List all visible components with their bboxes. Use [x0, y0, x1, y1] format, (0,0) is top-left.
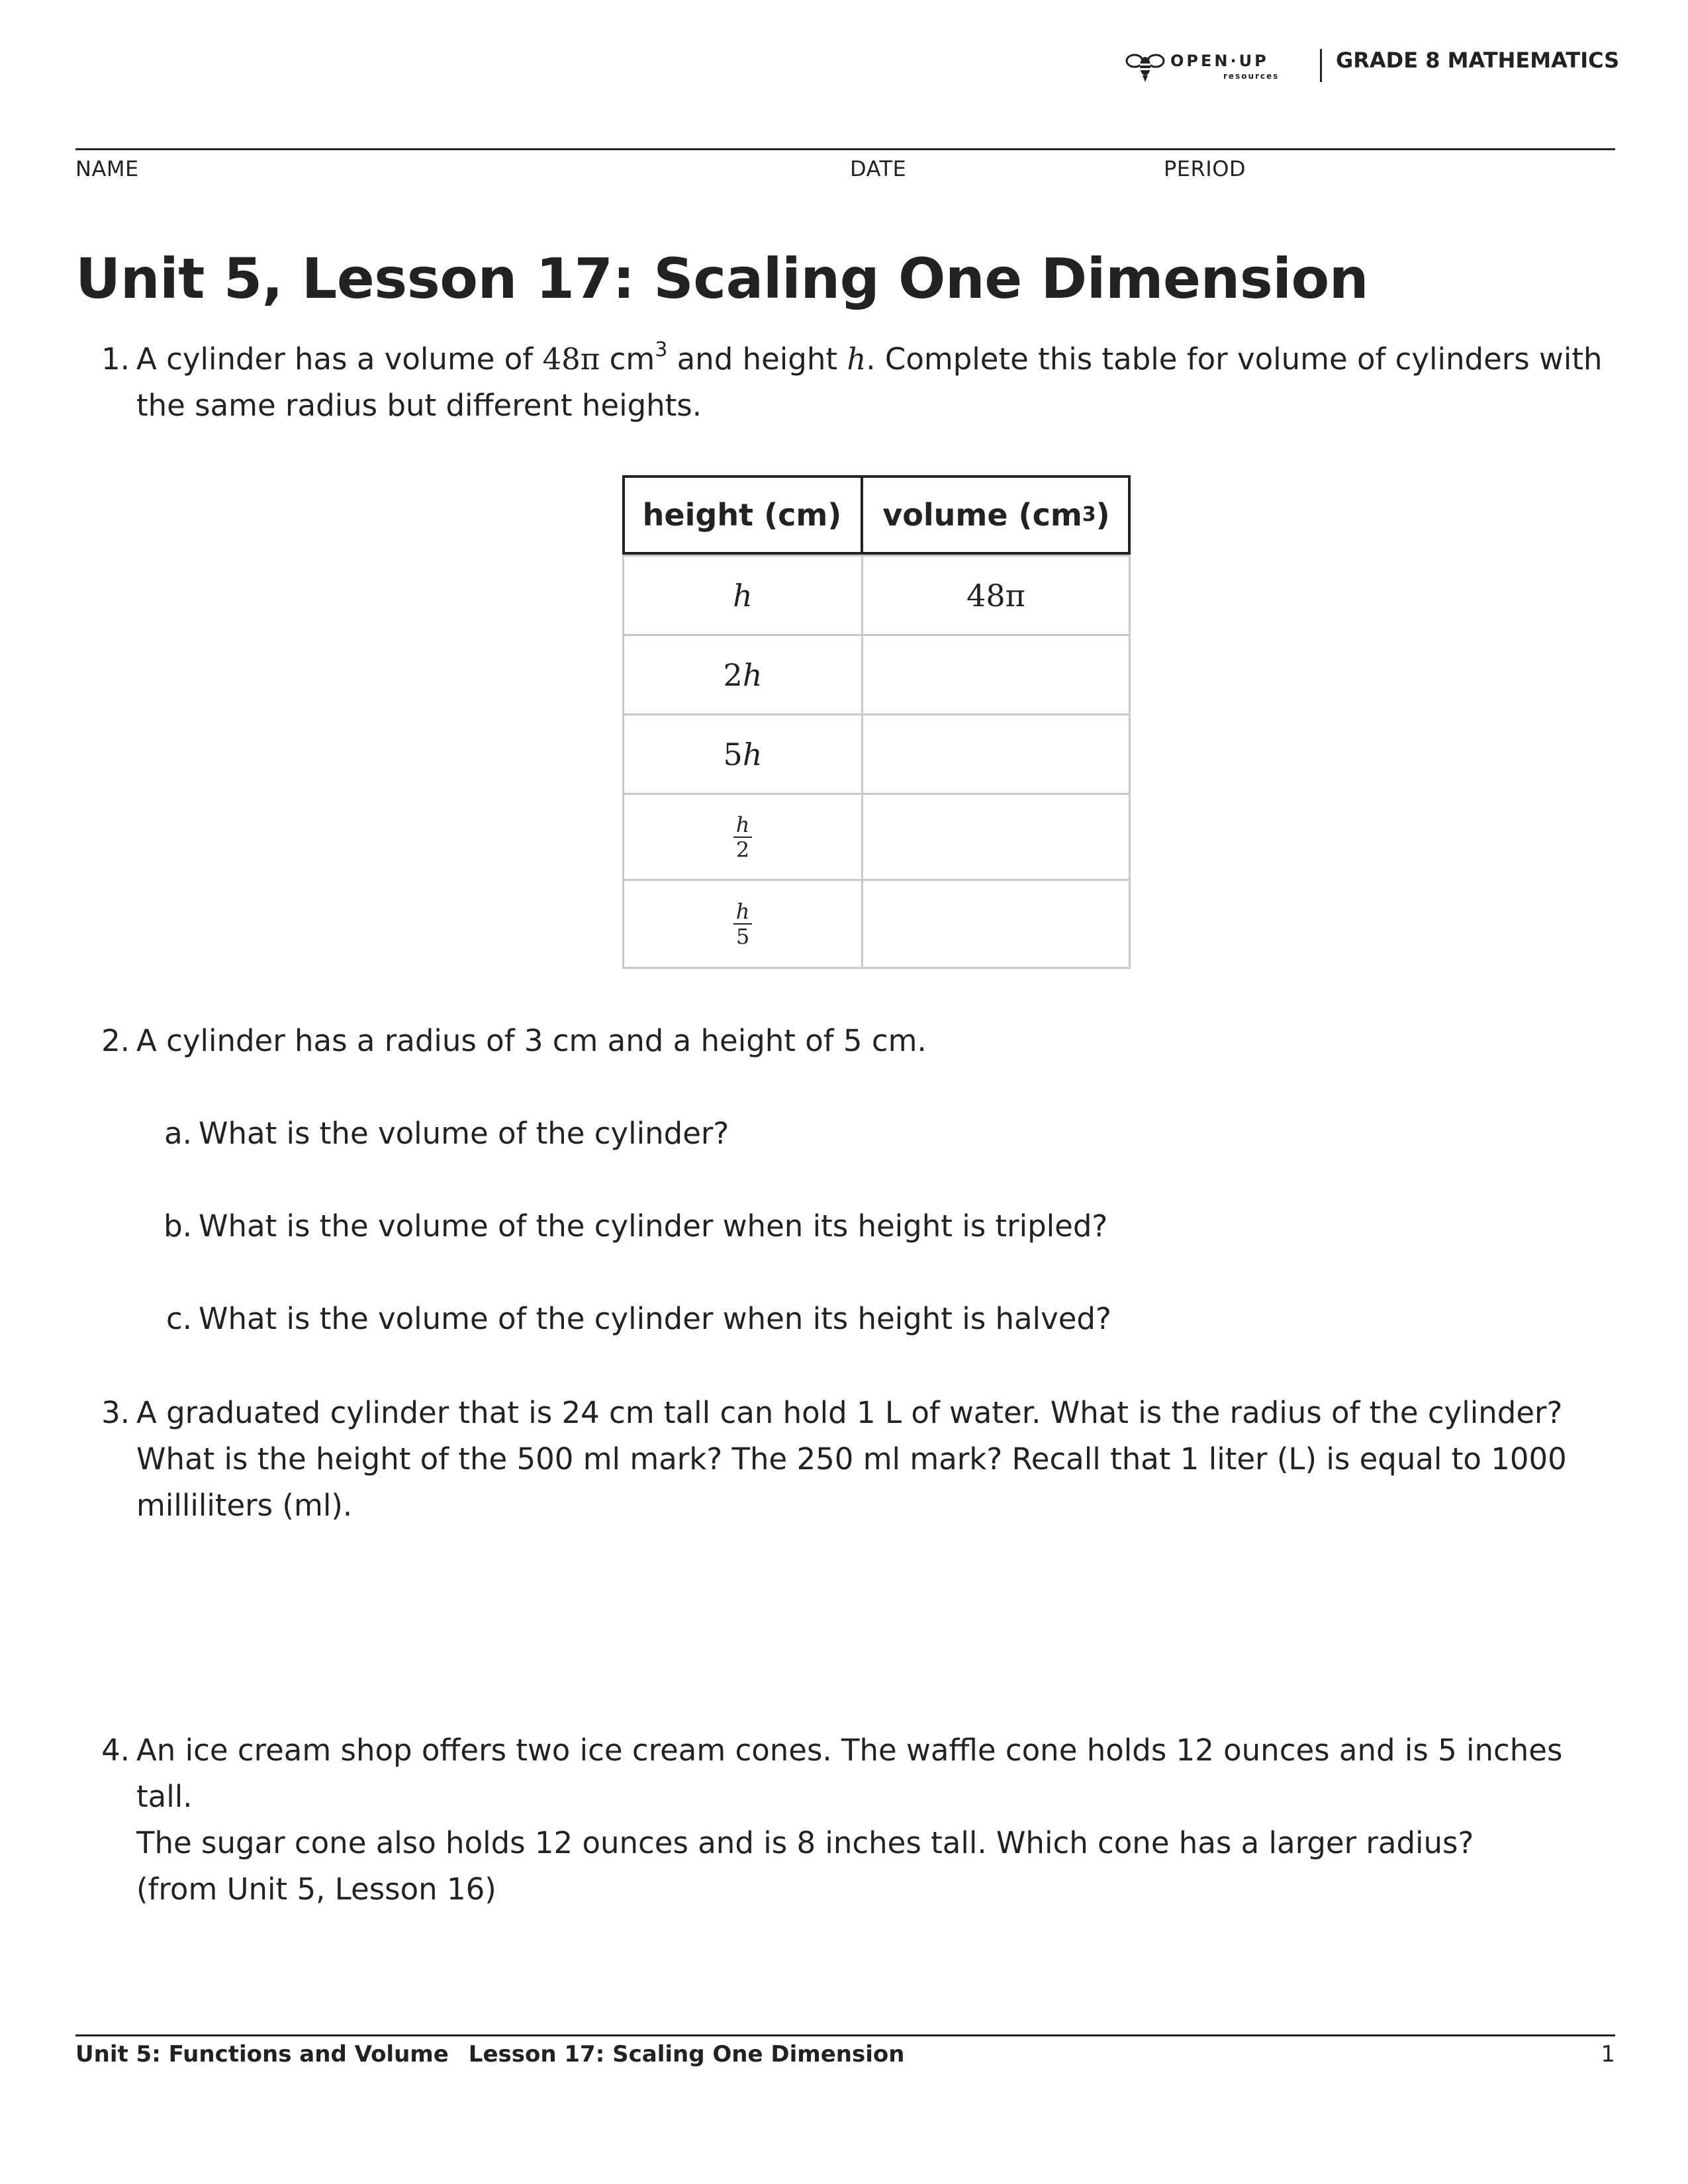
fraction-h-over-5: $\frac{h}{5}$: [733, 899, 753, 948]
fraction-h-over-2: $\frac{h}{2}$: [733, 813, 753, 862]
footer-lesson: Lesson 17: Scaling One Dimension: [468, 2041, 905, 2068]
table-cell-volume: 48π: [861, 555, 1131, 636]
period-field-label: PERIOD: [1164, 156, 1246, 181]
question-4-line-2: The sugar cone also holds 12 ounces and is 8 inches tall. Which cone has a larger radius?: [136, 1825, 1474, 1860]
question-2c-text: What is the volume of the cylinder when its height is halved?: [199, 1301, 1111, 1336]
question-2-text: A cylinder has a radius of 3 cm and a height of 5 cm.: [136, 1023, 927, 1058]
table-header-height: height (cm): [642, 497, 842, 533]
table-header-volume: volume (cm 3 ): [882, 497, 1110, 533]
footer-unit: Unit 5: Functions and Volume: [75, 2041, 449, 2068]
question-2a-text: What is the volume of the cylinder?: [199, 1116, 729, 1151]
footer-breadcrumb: [75, 2041, 904, 2068]
question-4-source: (from Unit 5, Lesson 16): [136, 1872, 496, 1907]
question-3-text: A graduated cylinder that is 24 cm tall can hold 1 L of water. What is the radius of the cylinder? What is the height of the 500 ml mark? The 250 ml mark? Recall that 1 liter (L) is equal to 1000 milliliters (ml).: [136, 1395, 1567, 1523]
header-divider: [1320, 49, 1322, 82]
bee-logo-icon: [1125, 49, 1165, 87]
footer-rule: [75, 2034, 1615, 2036]
date-field-label: DATE: [850, 156, 907, 181]
question-2b-text: What is the volume of the cylinder when its height is tripled?: [199, 1208, 1108, 1244]
question-1-text: A cylinder has a volume of 48π $cm^3$ and height h. Complete this table for volume of cylinders with the same radius but different heights.: [136, 338, 1603, 423]
page-number: 1: [1601, 2041, 1615, 2068]
table-cell-volume-blank[interactable]: [861, 713, 1131, 795]
question-2-number: 2.: [101, 1023, 130, 1058]
page-title: Unit 5, Lesson 17: Scaling One Dimension: [75, 246, 1369, 311]
question-2a-label: a.: [164, 1116, 192, 1151]
grade-label: GRADE 8 MATHEMATICS: [1336, 48, 1620, 73]
open-up-resources-logo: [1125, 49, 1297, 87]
table-cell-height: [622, 793, 863, 881]
table-cell-height: 2 h: [622, 634, 863, 715]
question-4-line-1: An ice cream shop offers two ice cream cones. The waffle cone holds 12 ounces and is 5 inches tall.: [136, 1733, 1563, 1814]
question-2b-label: b.: [164, 1208, 192, 1244]
question-1-number: 1.: [101, 341, 130, 377]
table-cell-volume-blank[interactable]: [861, 793, 1131, 881]
table-cell-volume-blank[interactable]: [861, 634, 1131, 715]
logo-wordmark: OPEN·UP: [1170, 52, 1269, 70]
question-4-text: [136, 1727, 1619, 1913]
table-cell-height: [622, 879, 863, 969]
name-line-rule: [75, 148, 1615, 150]
table-cell-height: h: [622, 555, 863, 636]
table-cell-volume-blank[interactable]: [861, 879, 1131, 969]
name-field-label: NAME: [75, 156, 139, 181]
question-2c-label: c.: [165, 1301, 192, 1336]
question-4-number: 4.: [101, 1733, 130, 1768]
table-cell-height: 5 h: [622, 713, 863, 795]
question-3-number: 3.: [101, 1395, 130, 1430]
logo-subtext: resources: [1223, 71, 1280, 81]
